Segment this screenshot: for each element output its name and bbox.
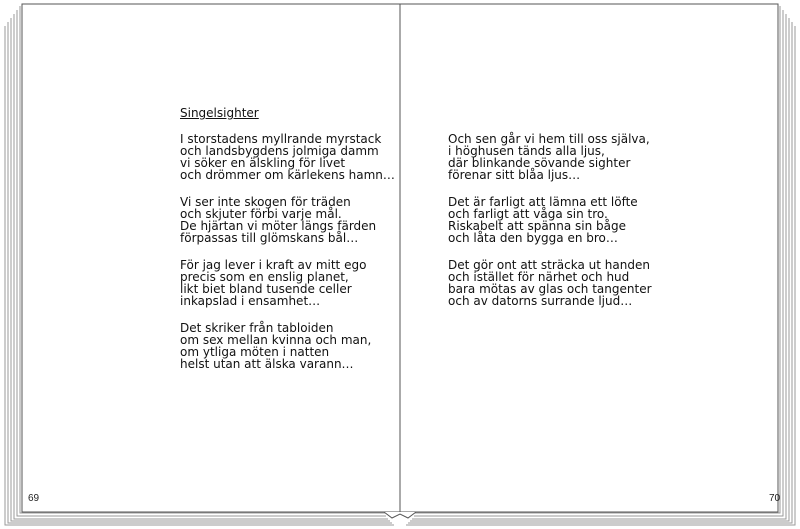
stanza bbox=[180, 133, 395, 181]
poem-line: förenar sitt blåa ljus… bbox=[448, 168, 581, 182]
poem-line: och landsbygdens jolmiga damm bbox=[180, 144, 379, 158]
poem-line: och farligt att våga sin tro. bbox=[448, 207, 608, 221]
poem-line: där blinkande sövande sighter bbox=[448, 156, 631, 170]
left-page-number: 69 bbox=[28, 493, 40, 504]
stanza bbox=[448, 259, 652, 307]
poem-line: och skjuter förbi varje mål. bbox=[180, 207, 342, 221]
poem-line: vi söker en älskling för livet bbox=[180, 156, 346, 170]
poem-line: Det gör ont att sträcka ut handen bbox=[448, 258, 650, 272]
spine bbox=[384, 512, 416, 518]
poem-line: precis som en enslig planet, bbox=[180, 270, 349, 284]
poem-line: om ytliga möten i natten bbox=[180, 345, 330, 359]
stanza bbox=[448, 196, 652, 244]
poem-line: helst utan att älska varann… bbox=[180, 357, 354, 371]
poem-line: Vi ser inte skogen för träden bbox=[180, 195, 351, 209]
poem-line: och drömmer om kärlekens hamn… bbox=[180, 168, 395, 182]
left-column bbox=[180, 133, 395, 370]
right-column bbox=[448, 133, 652, 307]
poem-line: och låta den bygga en bro… bbox=[448, 231, 618, 245]
stanza bbox=[180, 259, 395, 307]
poem-title: Singelsighter bbox=[180, 106, 259, 120]
stanza bbox=[180, 196, 395, 244]
right-page-number: 70 bbox=[769, 493, 781, 504]
poem-line: förpassas till glömskans bål… bbox=[180, 231, 359, 245]
stanza bbox=[180, 322, 395, 370]
poem-line: inkapslad i ensamhet… bbox=[180, 294, 321, 308]
poem-line: likt biet bland tusende celler bbox=[180, 282, 352, 296]
poem-line: om sex mellan kvinna och man, bbox=[180, 333, 372, 347]
poem-line: De hjärtan vi möter längs färden bbox=[180, 219, 377, 233]
poem-line: Riskabelt att spänna sin båge bbox=[448, 219, 627, 233]
poem-line: Och sen går vi hem till oss själva, bbox=[448, 132, 650, 146]
poem-line: Det är farligt att lämna ett löfte bbox=[448, 195, 638, 209]
stanza bbox=[448, 133, 652, 181]
poem-line: Det skriker från tabloiden bbox=[180, 321, 334, 335]
poem-line: bara mötas av glas och tangenter bbox=[448, 282, 652, 296]
poem-line: och istället för närhet och hud bbox=[448, 270, 630, 284]
poem-line: I storstadens myllrande myrstack bbox=[180, 132, 382, 146]
poem-line: i höghusen tänds alla ljus, bbox=[448, 144, 605, 158]
poem-line: och av datorns surrande ljud… bbox=[448, 294, 633, 308]
poem-line: För jag lever i kraft av mitt ego bbox=[180, 258, 367, 272]
